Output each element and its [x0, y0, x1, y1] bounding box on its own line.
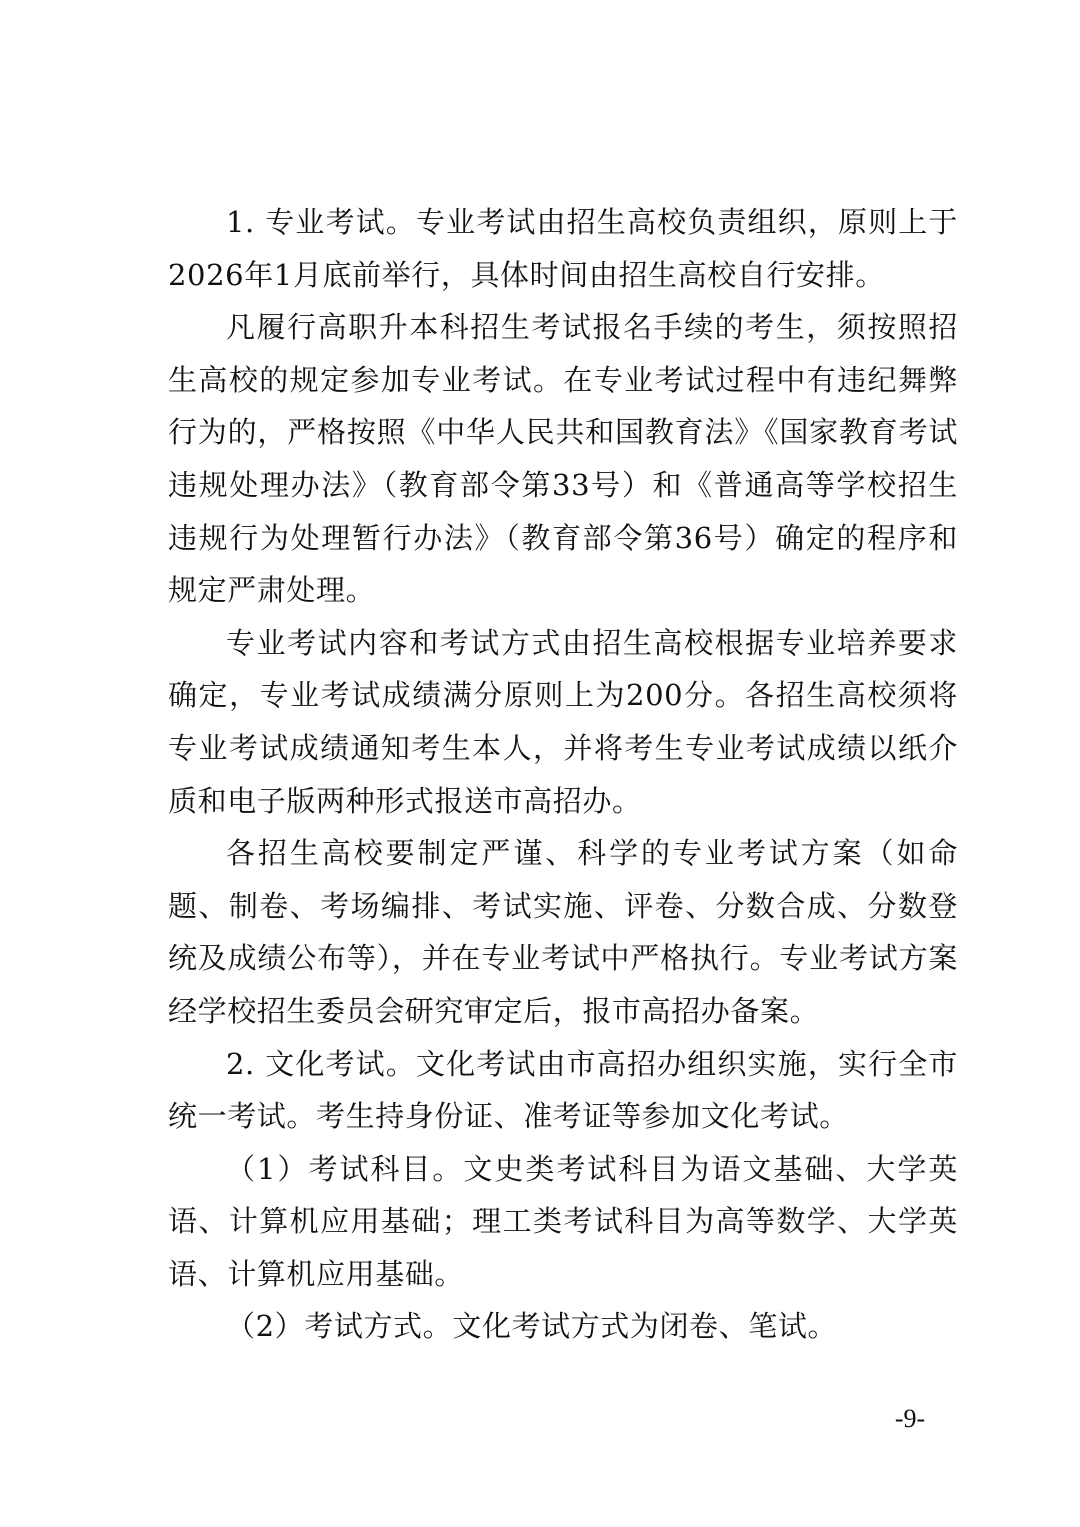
paragraph-professional-exam: 1. 专业考试。专业考试由招生高校负责组织，原则上于2026年1月底前举行，具体时间由招生高校自行安排。	[168, 205, 958, 292]
paragraph-cultural-exam: 2. 文化考试。文化考试由市高招办组织实施，实行全市统一考试。考生持身份证、准考证等参加文化考试。	[168, 1046, 958, 1134]
page-number: -9-	[894, 1404, 926, 1433]
document-body	[168, 196, 958, 1353]
paragraph-exam-plan: 各招生高校要制定严谨、科学的专业考试方案（如命题、制卷、考场编排、考试实施、评卷、分数合成、分数登统及成绩公布等），并在专业考试中严格执行。专业考试方案经学校招生委员会研究审定后，报市高招办备案。	[168, 836, 958, 1028]
paragraph-exam-discipline: 凡履行高职升本科招生考试报名手续的考生，须按照招生高校的规定参加专业考试。在专业考试过程中有违纪舞弊行为的，严格按照《中华人民共和国教育法》《国家教育考试违规处理办法》（教育部令第33号）和《普通高等学校招生违规行为处理暂行办法》（教育部令第36号）确定的程序和规定严肃处理。	[168, 310, 958, 608]
paragraph-exam-method: （2）考试方式。文化考试方式为闭卷、笔试。	[226, 1309, 838, 1344]
paragraph-exam-subjects: （1）考试科目。文史类考试科目为语文基础、大学英语、计算机应用基础；理工类考试科目为高等数学、大学英语、计算机应用基础。	[168, 1151, 958, 1291]
paragraph-exam-content-scoring: 专业考试内容和考试方式由招生高校根据专业培养要求确定，专业考试成绩满分原则上为200分。各招生高校须将专业考试成绩通知考生本人，并将考生专业考试成绩以纸介质和电子版两种形式报送市高招办。	[168, 625, 958, 818]
